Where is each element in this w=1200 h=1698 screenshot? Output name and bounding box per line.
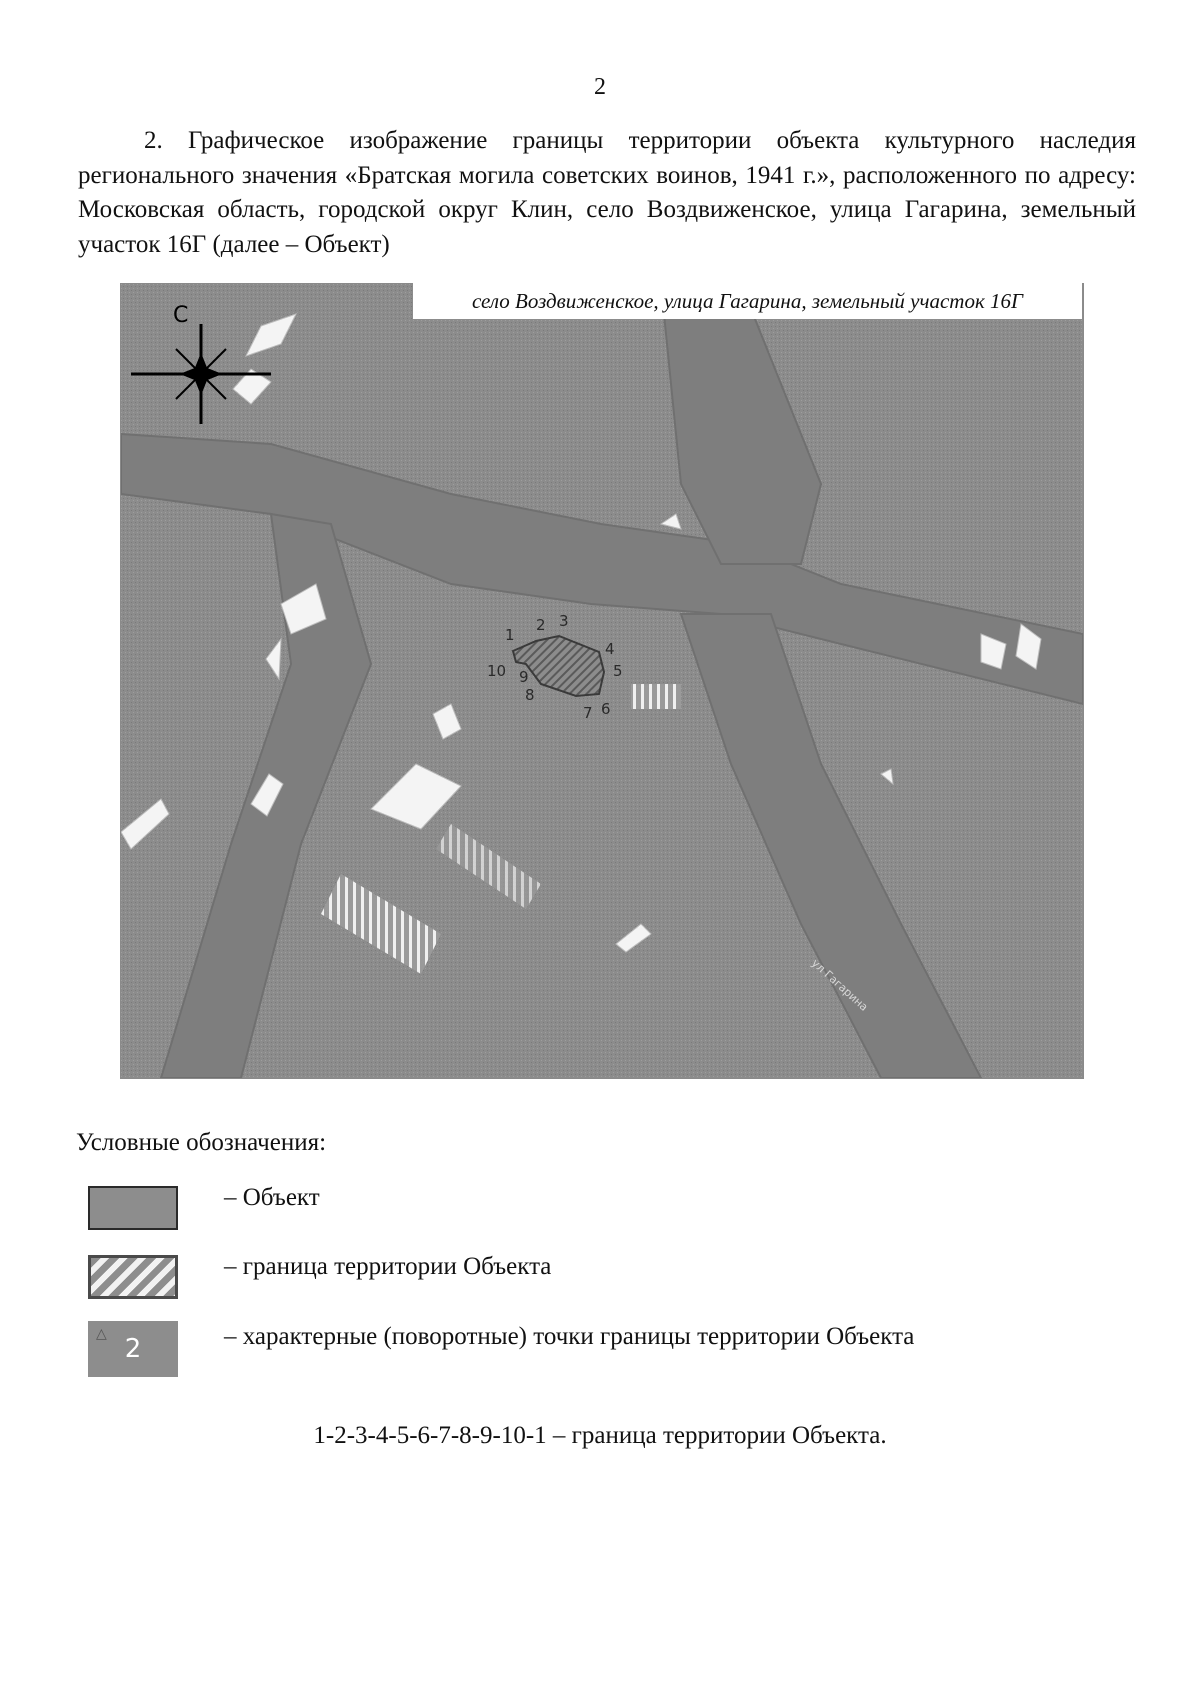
page-number: 2 xyxy=(594,74,606,100)
map-caption: село Воздвиженское, улица Гагарина, земельный участок 16Г xyxy=(413,283,1082,319)
point-label: 2 xyxy=(536,616,546,634)
legend-boundary-label: – граница территории Объекта xyxy=(224,1253,552,1280)
point-label: 6 xyxy=(601,700,611,718)
point-label: 3 xyxy=(559,612,569,630)
point-marker-icon: △ xyxy=(96,1326,107,1342)
boundary-summary: 1-2-3-4-5-6-7-8-9-10-1 – граница территории Объекта. xyxy=(313,1422,887,1449)
legend-points-sample: 2 xyxy=(124,1334,142,1364)
point-label: 4 xyxy=(605,640,615,658)
point-label: 8 xyxy=(525,686,535,704)
point-label: 10 xyxy=(487,662,507,680)
street-label: ул Гагарина xyxy=(808,956,871,1014)
legend-points-label: – характерные (поворотные) точки границы территории Объекта xyxy=(224,1323,915,1350)
map-canvas xyxy=(121,284,1083,1078)
intro-paragraph: 2. Графическое изображение границы территории объекта культурного наследия регионального значения «Братская могила советских воинов, 1941 г.», расположенного по адресу: Московская область, городской округ Клин, село Воздвиженское, улица Гагарина, земельный участок 16Г (далее – Объект) xyxy=(78,127,1136,258)
aerial-map xyxy=(120,283,1084,1079)
legend-points-swatch xyxy=(88,1321,178,1377)
legend-object-label: – Объект xyxy=(224,1184,320,1211)
compass-north-label: С xyxy=(173,303,189,328)
point-label: 7 xyxy=(583,704,593,722)
point-label: 9 xyxy=(519,668,529,686)
legend-object-swatch xyxy=(88,1186,178,1230)
legend-title: Условные обозначения: xyxy=(76,1129,327,1156)
point-label: 5 xyxy=(613,662,623,680)
legend-boundary-swatch xyxy=(88,1255,178,1299)
point-label: 1 xyxy=(505,626,515,644)
